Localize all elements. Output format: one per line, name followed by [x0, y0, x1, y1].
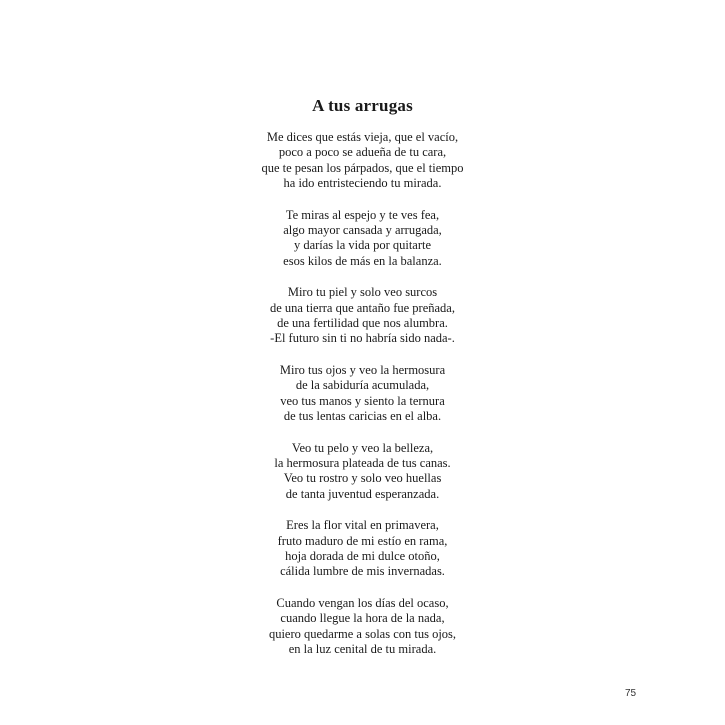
stanza-4: [0, 363, 725, 425]
poem-line: quiero quedarme a solas con tus ojos,: [268, 626, 457, 641]
poem-line: que te pesan los párpados, que el tiempo: [261, 160, 464, 175]
poem-body: [0, 130, 725, 673]
poem-line: Me dices que estás vieja, que el vacío,: [266, 130, 459, 144]
poem-line: de la sabiduría acumulada,: [295, 378, 430, 393]
stanza-6: [0, 518, 725, 580]
poem-line: veo tus manos y siento la ternura: [280, 393, 445, 408]
stanza-1: [0, 130, 725, 192]
poem-line: -El futuro sin ti no habría sido nada-.: [270, 331, 455, 346]
page-number: 75: [625, 688, 637, 699]
poem-line: la hermosura plateada de tus canas.: [274, 455, 451, 470]
poem-line: de una fertilidad que nos alumbra.: [277, 316, 448, 331]
poem-line: de tus lentas caricias en el alba.: [283, 409, 442, 424]
stanza-5: [0, 441, 725, 503]
poem-line: cálida lumbre de mis invernadas.: [280, 564, 445, 579]
stanza-3: [0, 285, 725, 347]
poem-line: hoja dorada de mi dulce otoño,: [285, 548, 440, 563]
poem-line: ha ido entristeciendo tu mirada.: [283, 176, 442, 191]
poem-line: Veo tu pelo y veo la belleza,: [291, 440, 434, 455]
poem-line: y darías la vida por quitarte: [293, 238, 432, 253]
poem-line: esos kilos de más en la balanza.: [283, 253, 442, 268]
poem-line: en la luz cenital de tu mirada.: [288, 641, 437, 656]
poem-line: Miro tus ojos y veo la hermosura: [279, 362, 446, 377]
poem-line: de una tierra que antaño fue preñada,: [270, 300, 455, 315]
poem-line: Te miras al espejo y te ves fea,: [285, 207, 440, 222]
poem-line: Cuando vengan los días del ocaso,: [276, 595, 449, 610]
poem-line: cuando llegue la hora de la nada,: [280, 611, 445, 626]
poem-line: Miro tu piel y solo veo surcos: [287, 285, 438, 300]
poem-line: algo mayor cansada y arrugada,: [283, 223, 442, 238]
poem-line: Veo tu rostro y solo veo huellas: [283, 471, 442, 486]
poem-title: A tus arrugas: [312, 96, 413, 115]
stanza-2: [0, 208, 725, 270]
poem-line: Eres la flor vital en primavera,: [286, 518, 439, 533]
poem-line: fruto maduro de mi estío en rama,: [277, 533, 448, 548]
poem-line: de tanta juventud esperanzada.: [285, 486, 440, 501]
stanza-7: [0, 596, 725, 658]
poem-line: poco a poco se adueña de tu cara,: [278, 145, 447, 160]
